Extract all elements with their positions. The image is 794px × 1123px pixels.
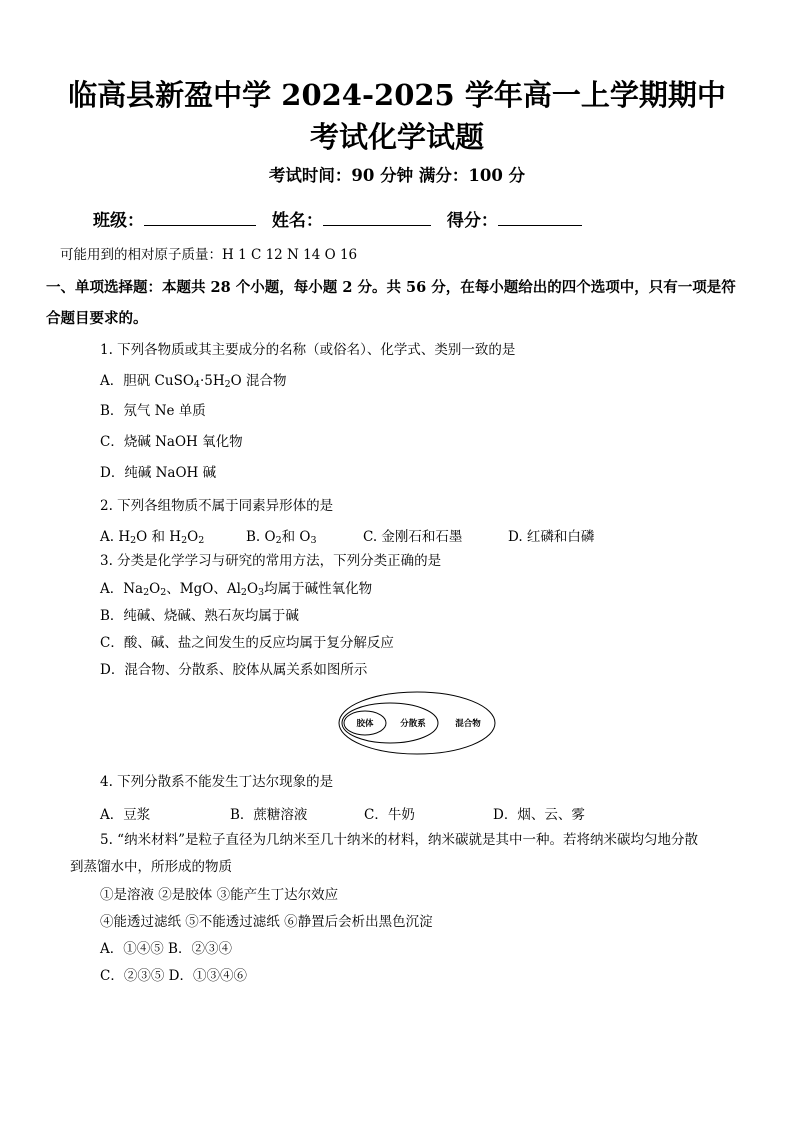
score-blank — [498, 207, 582, 226]
page-title: 临高县新盈中学 2024-2025 学年高一上学期期中考试化学试题 — [68, 78, 726, 154]
exam-time-info: 考试时间：90 分钟 满分：100 分 — [268, 166, 526, 185]
question-4-stem: 4. 下列分散系不能发生丁达尔现象的是 — [100, 774, 334, 790]
question-1-option-b: B．氖气 Ne 单质 — [100, 403, 206, 419]
question-4-option-d: D．烟、云、雾 — [493, 807, 585, 823]
question-5-options-cd: C．②③⑤ D．①③④⑥ — [100, 968, 247, 984]
mixture-label: 混合物 — [455, 719, 481, 729]
class-label: 班级： — [93, 211, 144, 231]
name-blank — [323, 207, 431, 226]
question-2-option-a: A. $H_2O$ 和 $H_2O_2$ — [100, 529, 205, 546]
dispersion-system-label: 分散系 — [400, 719, 426, 729]
question-2-stem: 2. 下列各组物质不属于同素异形体的是 — [100, 498, 334, 514]
classification-diagram — [338, 690, 498, 756]
question-3-stem: 3. 分类是化学学习与研究的常用方法，下列分类正确的是 — [100, 553, 442, 569]
question-1-option-d: D．纯碱 NaOH 碱 — [100, 465, 217, 481]
atomic-masses-note: 可能用到的相对原子质量：H 1 C 12 N 14 O 16 — [60, 247, 358, 263]
score-label: 得分： — [446, 211, 498, 231]
colloid-label: 胶体 — [356, 719, 374, 729]
question-2-option-d: D. 红磷和白磷 — [508, 529, 595, 545]
question-5-options-ab: A．①④⑤ B．②③④ — [100, 941, 232, 957]
question-5-stem-line-1: 5. “纳米材料”是粒子直径为几纳米至几十纳米的材料，纳米碳就是其中一种。若将纳米碳均匀地分散 — [100, 832, 698, 848]
question-3-option-c: C．酸、碱、盐之间发生的反应均属于复分解反应 — [100, 635, 394, 651]
question-4-option-a: A．豆浆 — [100, 807, 151, 823]
question-2-option-b: B. $O_2$和 $O_3$ — [246, 529, 317, 546]
question-1-stem: 1. 下列各物质或其主要成分的名称（或俗名）、化学式、类别一致的是 — [100, 342, 516, 358]
section-heading: 一、单项选择题：本题共 28 个小题，每小题 2 分。共 56 分，在每小题给出的四个选项中，只有一项是符合题目要求的。 — [46, 279, 736, 327]
question-5-properties-2: ④能透过滤纸 ⑤不能透过滤纸 ⑥静置后会析出黑色沉淀 — [100, 914, 433, 930]
question-3-option-a: A．$Na_2O_2$、MgO、$Al_2O_3$均属于碱性氧化物 — [100, 581, 373, 598]
question-2-option-c: C. 金刚石和石墨 — [363, 529, 463, 545]
student-info-line — [93, 207, 582, 234]
question-5-properties-1: ①是溶液 ②是胶体 ③能产生丁达尔效应 — [100, 887, 339, 903]
class-blank — [144, 207, 256, 226]
question-4-option-c: C．牛奶 — [364, 807, 415, 823]
question-1-option-c: C．烧碱 NaOH 氧化物 — [100, 434, 243, 450]
question-3-option-d: D．混合物、分散系、胶体从属关系如图所示 — [100, 662, 368, 678]
name-label: 姓名： — [271, 211, 323, 231]
question-5-stem-line-2: 到蒸馏水中，所形成的物质 — [70, 859, 232, 875]
question-3-option-b: B．纯碱、烧碱、熟石灰均属于碱 — [100, 608, 299, 624]
question-4-option-b: B．蔗糖溶液 — [230, 807, 308, 823]
question-1-option-a: A．胆矾 $CuSO_4\cdot 5H_2O$ 混合物 — [100, 373, 287, 390]
